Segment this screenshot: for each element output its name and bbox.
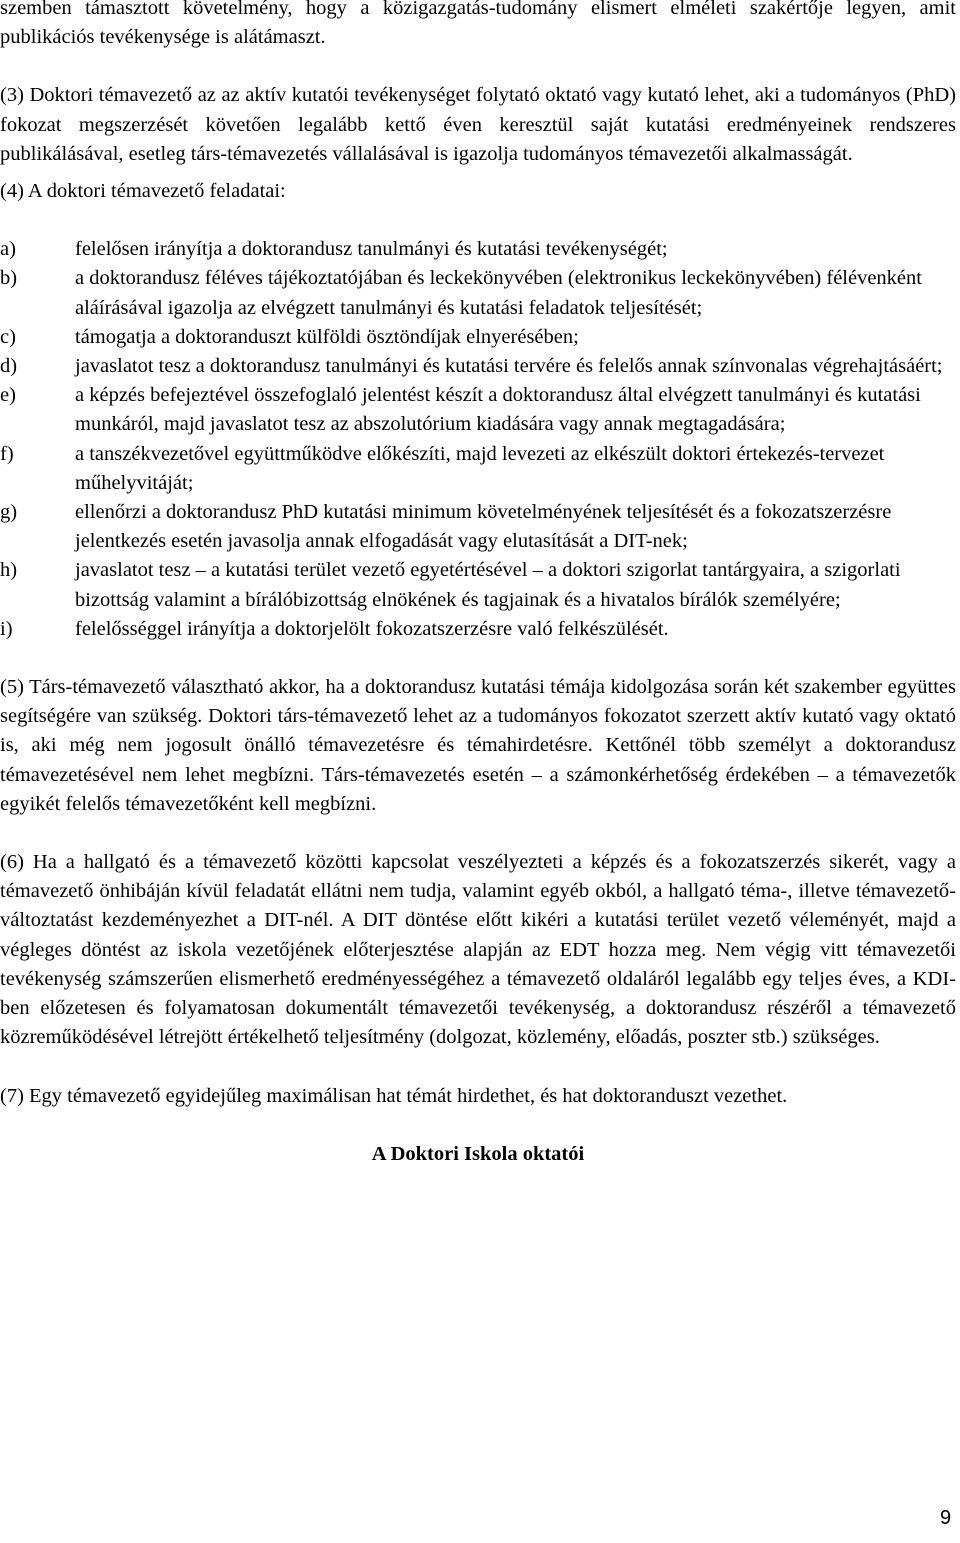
list-item-text: felelősen irányítja a doktorandusz tanulmányi és kutatási tevékenységét;	[75, 238, 668, 261]
list-item	[0, 556, 956, 614]
page-number: 9	[940, 1507, 952, 1529]
list-marker: g)	[0, 501, 18, 524]
list-marker: e)	[0, 384, 16, 407]
list-item-text: javaslatot tesz – a kutatási terület vezető egyetértésével – a doktori szigorlat tantárgyaira, a szigorlati bizottság valamint a bírálóbizottság elnökének és tagjainak és a hivatalos bírálók személyére;	[75, 559, 901, 611]
list-item	[0, 323, 956, 352]
list-item-text: a képzés befejeztével összefoglaló jelentést készít a doktorandusz által elvégzett tanulmányi és kutatási munkáról, majd javaslatot tesz az abszolutórium kiadására vagy annak megtagadására;	[75, 384, 921, 436]
list-item-text: javaslatot tesz a doktorandusz tanulmányi és kutatási tervére és felelős annak színvonalas végrehajtásáért;	[75, 355, 943, 378]
list-item	[0, 498, 956, 556]
list-marker: c)	[0, 325, 16, 348]
list-marker: d)	[0, 355, 18, 378]
list-item-text: a tanszékvezetővel együttműködve előkészíti, majd levezeti az elkészült doktori értekezés-tervezet műhelyvitáját;	[75, 442, 885, 494]
list-item-text: a doktorandusz féléves tájékoztatójában és leckekönyvében (elektronikus leckekönyvében) félévenként aláírásával igazolja az elvégzett tanulmányi és kutatási feladatok teljesítését;	[75, 267, 922, 319]
list-marker: a)	[0, 238, 16, 261]
section-heading: A Doktori Iskola oktatói	[371, 1142, 585, 1165]
list-item	[0, 615, 956, 644]
paragraph-top: szemben támasztott követelmény, hogy a közigazgatás-tudomány elismert elméleti szakértője legyen, amit publikációs tevékenysége is alátámaszt.	[0, 0, 956, 49]
list-item-text: támogatja a doktoranduszt külföldi ösztöndíjak elnyerésében;	[75, 325, 579, 348]
list-marker: i)	[0, 617, 13, 640]
paragraph-4-intro: (4) A doktori témavezető feladatai:	[0, 180, 286, 203]
list-marker: f)	[0, 442, 14, 465]
list-item-text: felelősséggel irányítja a doktorjelölt fokozatszerzésre való felkészülését.	[75, 617, 669, 640]
list-item	[0, 440, 956, 498]
paragraph-6: (6) Ha a hallgató és a témavezető közötti kapcsolat veszélyezteti a képzés és a fokozatszerzés sikerét, vagy a témavezető önhibáján kívül feladatát ellátni nem tudja, valamint egyéb okból, a hallgató téma-, illetve témavezető-változtatást kezdeményezhet a DIT-nél. A DIT döntése előtt kikéri a kutatási terület vezető véleményét, majd a végleges döntést az iskola vezetőjének előterjesztése alapján az EDT hozza meg. Nem végig vitt témavezetői tevékenység számszerűen elismerhető eredményességéhez a témavezető oldaláról legalább egy teljes éves, a KDI-ben előzetesen és folyamatosan dokumentált témavezetői tevékenység, a doktorandusz részéről a témavezető közreműködésével létrejött értékelhető teljesítmény (dolgozat, közlemény, előadás, poszter stb.) szükséges.	[0, 851, 956, 1049]
paragraph-3: (3) Doktori témavezető az az aktív kutatói tevékenységet folytató oktató vagy kutató lehet, aki a tudományos (PhD) fokozat megszerzését követően legalább kettő éven keresztül saját kutatási eredményeinek rendszeres publikálásával, esetleg társ-témavezetés vállalásával is igazolja tudományos témavezetői alkalmasságát.	[0, 84, 956, 165]
list-item-text: ellenőrzi a doktorandusz PhD kutatási minimum követelményének teljesítését és a fokozatszerzésre jelentkezés esetén javasolja annak elfogadását vagy elutasítását a DIT-nek;	[75, 501, 892, 553]
list-marker: b)	[0, 267, 18, 290]
duties-list	[0, 235, 956, 644]
list-item	[0, 264, 956, 322]
list-item	[0, 381, 956, 439]
list-marker: h)	[0, 559, 18, 582]
list-item	[0, 235, 956, 264]
list-item	[0, 352, 956, 381]
paragraph-5: (5) Társ-témavezető választható akkor, ha a doktorandusz kutatási témája kidolgozása során két szakember együttes segítségére van szükség. Doktori társ-témavezető lehet az a tudományos fokozatot szerzett aktív kutató vagy oktató is, aki még nem jogosult önálló témavezetésre és témahirdetésre. Kettőnél több személyt a doktorandusz témavezetésével nem lehet megbízni. Társ-témavezetés esetén – a számonkérhetőség érdekében – a témavezetők egyikét felelős témavezetőként kell megbízni.	[0, 676, 956, 815]
paragraph-7: (7) Egy témavezető egyidejűleg maximálisan hat témát hirdethet, és hat doktoranduszt vezethet.	[0, 1084, 788, 1107]
